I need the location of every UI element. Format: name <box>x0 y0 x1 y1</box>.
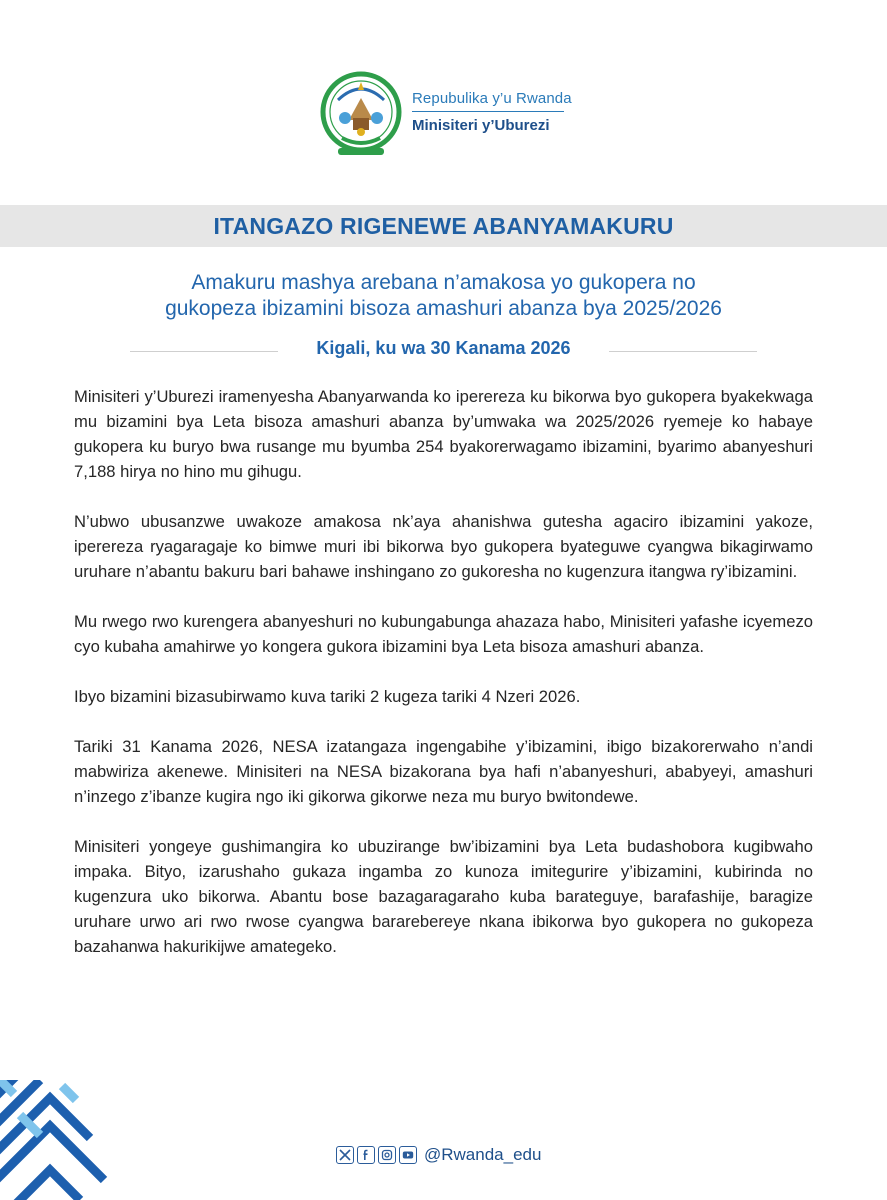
subtitle-line-1: Amakuru mashya arebana n’amakosa yo gukopera no <box>191 271 696 294</box>
title-banner <box>0 205 887 247</box>
brand-divider <box>412 111 564 112</box>
ministry-brand <box>412 90 572 134</box>
x-icon[interactable] <box>336 1146 354 1164</box>
paragraph: Tariki 31 Kanama 2026, NESA izatangaza ingengabihe y’ibizamini, ibigo bizakorerwaho n’andi mabwiriza akenewe. Minisiteri na NESA bizakorana bya hafi n’abanyeshuri, ababyeyi, amashuri n’inzego z’ibanze kugira ngo iki gikorwa gikorwe neza mu buryo bwitondewe. <box>74 737 813 806</box>
paragraph: Ibyo bizamini bizasubirwamo kuva tariki 2 kugeza tariki 4 Nzeri 2026. <box>74 687 581 706</box>
decorative-corner-pattern <box>0 1080 135 1200</box>
paragraph: Minisiteri yongeye gushimangira ko ubuzirange bw’ibizamini bya Leta budashobora kugibwaho impaka. Bityo, izarushaho gukaza ingamba zo kunoza imitegurire y’ibizamini, kubirinda no kugenzura uko bikorwa. Abantu bose bazagaragaraho kuba barateguye, barafashije, baragize uruhare urwo ari rwo rwose cyangwa bararebereye nkana ibikorwa byo gukopera no gukopeza bazahanwa hakurikijwe amategeko. <box>74 837 813 956</box>
social-handle[interactable]: @Rwanda_edu <box>424 1145 542 1164</box>
dateline-rule-right <box>609 351 757 352</box>
subtitle-line-2: gukopeza ibizamini bisoza amashuri abanza bya 2025/2026 <box>165 297 722 320</box>
youtube-icon[interactable] <box>399 1146 417 1164</box>
press-release-subtitle <box>60 270 827 322</box>
social-footer <box>336 1143 541 1167</box>
instagram-icon[interactable] <box>378 1146 396 1164</box>
press-release-title: ITANGAZO RIGENEWE ABANYAMAKURU <box>213 212 674 239</box>
paragraph: Mu rwego rwo kurengera abanyeshuri no kubungabunga ahazaza habo, Minisiteri yafashe icyemezo cyo kubaha amahirwe yo kongera gukora ibizamini bya Leta bisoza amashuri abanza. <box>74 612 813 656</box>
dateline <box>130 338 757 362</box>
press-release-body <box>74 384 813 984</box>
letterhead <box>0 60 887 170</box>
rwanda-coat-of-arms-icon <box>320 68 402 162</box>
dateline-text: Kigali, ku wa 30 Kanama 2026 <box>316 338 571 358</box>
paragraph: Minisiteri y’Uburezi iramenyesha Abanyarwanda ko iperereza ku bikorwa byo gukopera byakekwaga mu bizamini bya Leta bisoza amashuri abanza by’umwaka wa 2025/2026 ryemeje ko habaye gukopera ku buryo bwa rusange mu byumba 254 byakorerwagamo ibizamini, byarimo abanyeshuri 7,188 hirya no hino mu gihugu. <box>74 387 813 481</box>
facebook-icon[interactable] <box>357 1146 375 1164</box>
republic-name: Repubulika y’u Rwanda <box>412 90 572 107</box>
ministry-name: Minisiteri y’Uburezi <box>412 117 550 134</box>
paragraph: N’ubwo ubusanzwe uwakoze amakosa nk’aya ahanishwa gutesha agaciro ibizamini yakoze, iperereza ryagaragaje ko bimwe muri ibi bikorwa byo gukopera byateguwe cyangwa bikagirwamo uruhare n’abantu bakuru bari bahawe inshingano zo gukoresha no kugenzura itangwa ry’ibizamini. <box>74 512 813 581</box>
